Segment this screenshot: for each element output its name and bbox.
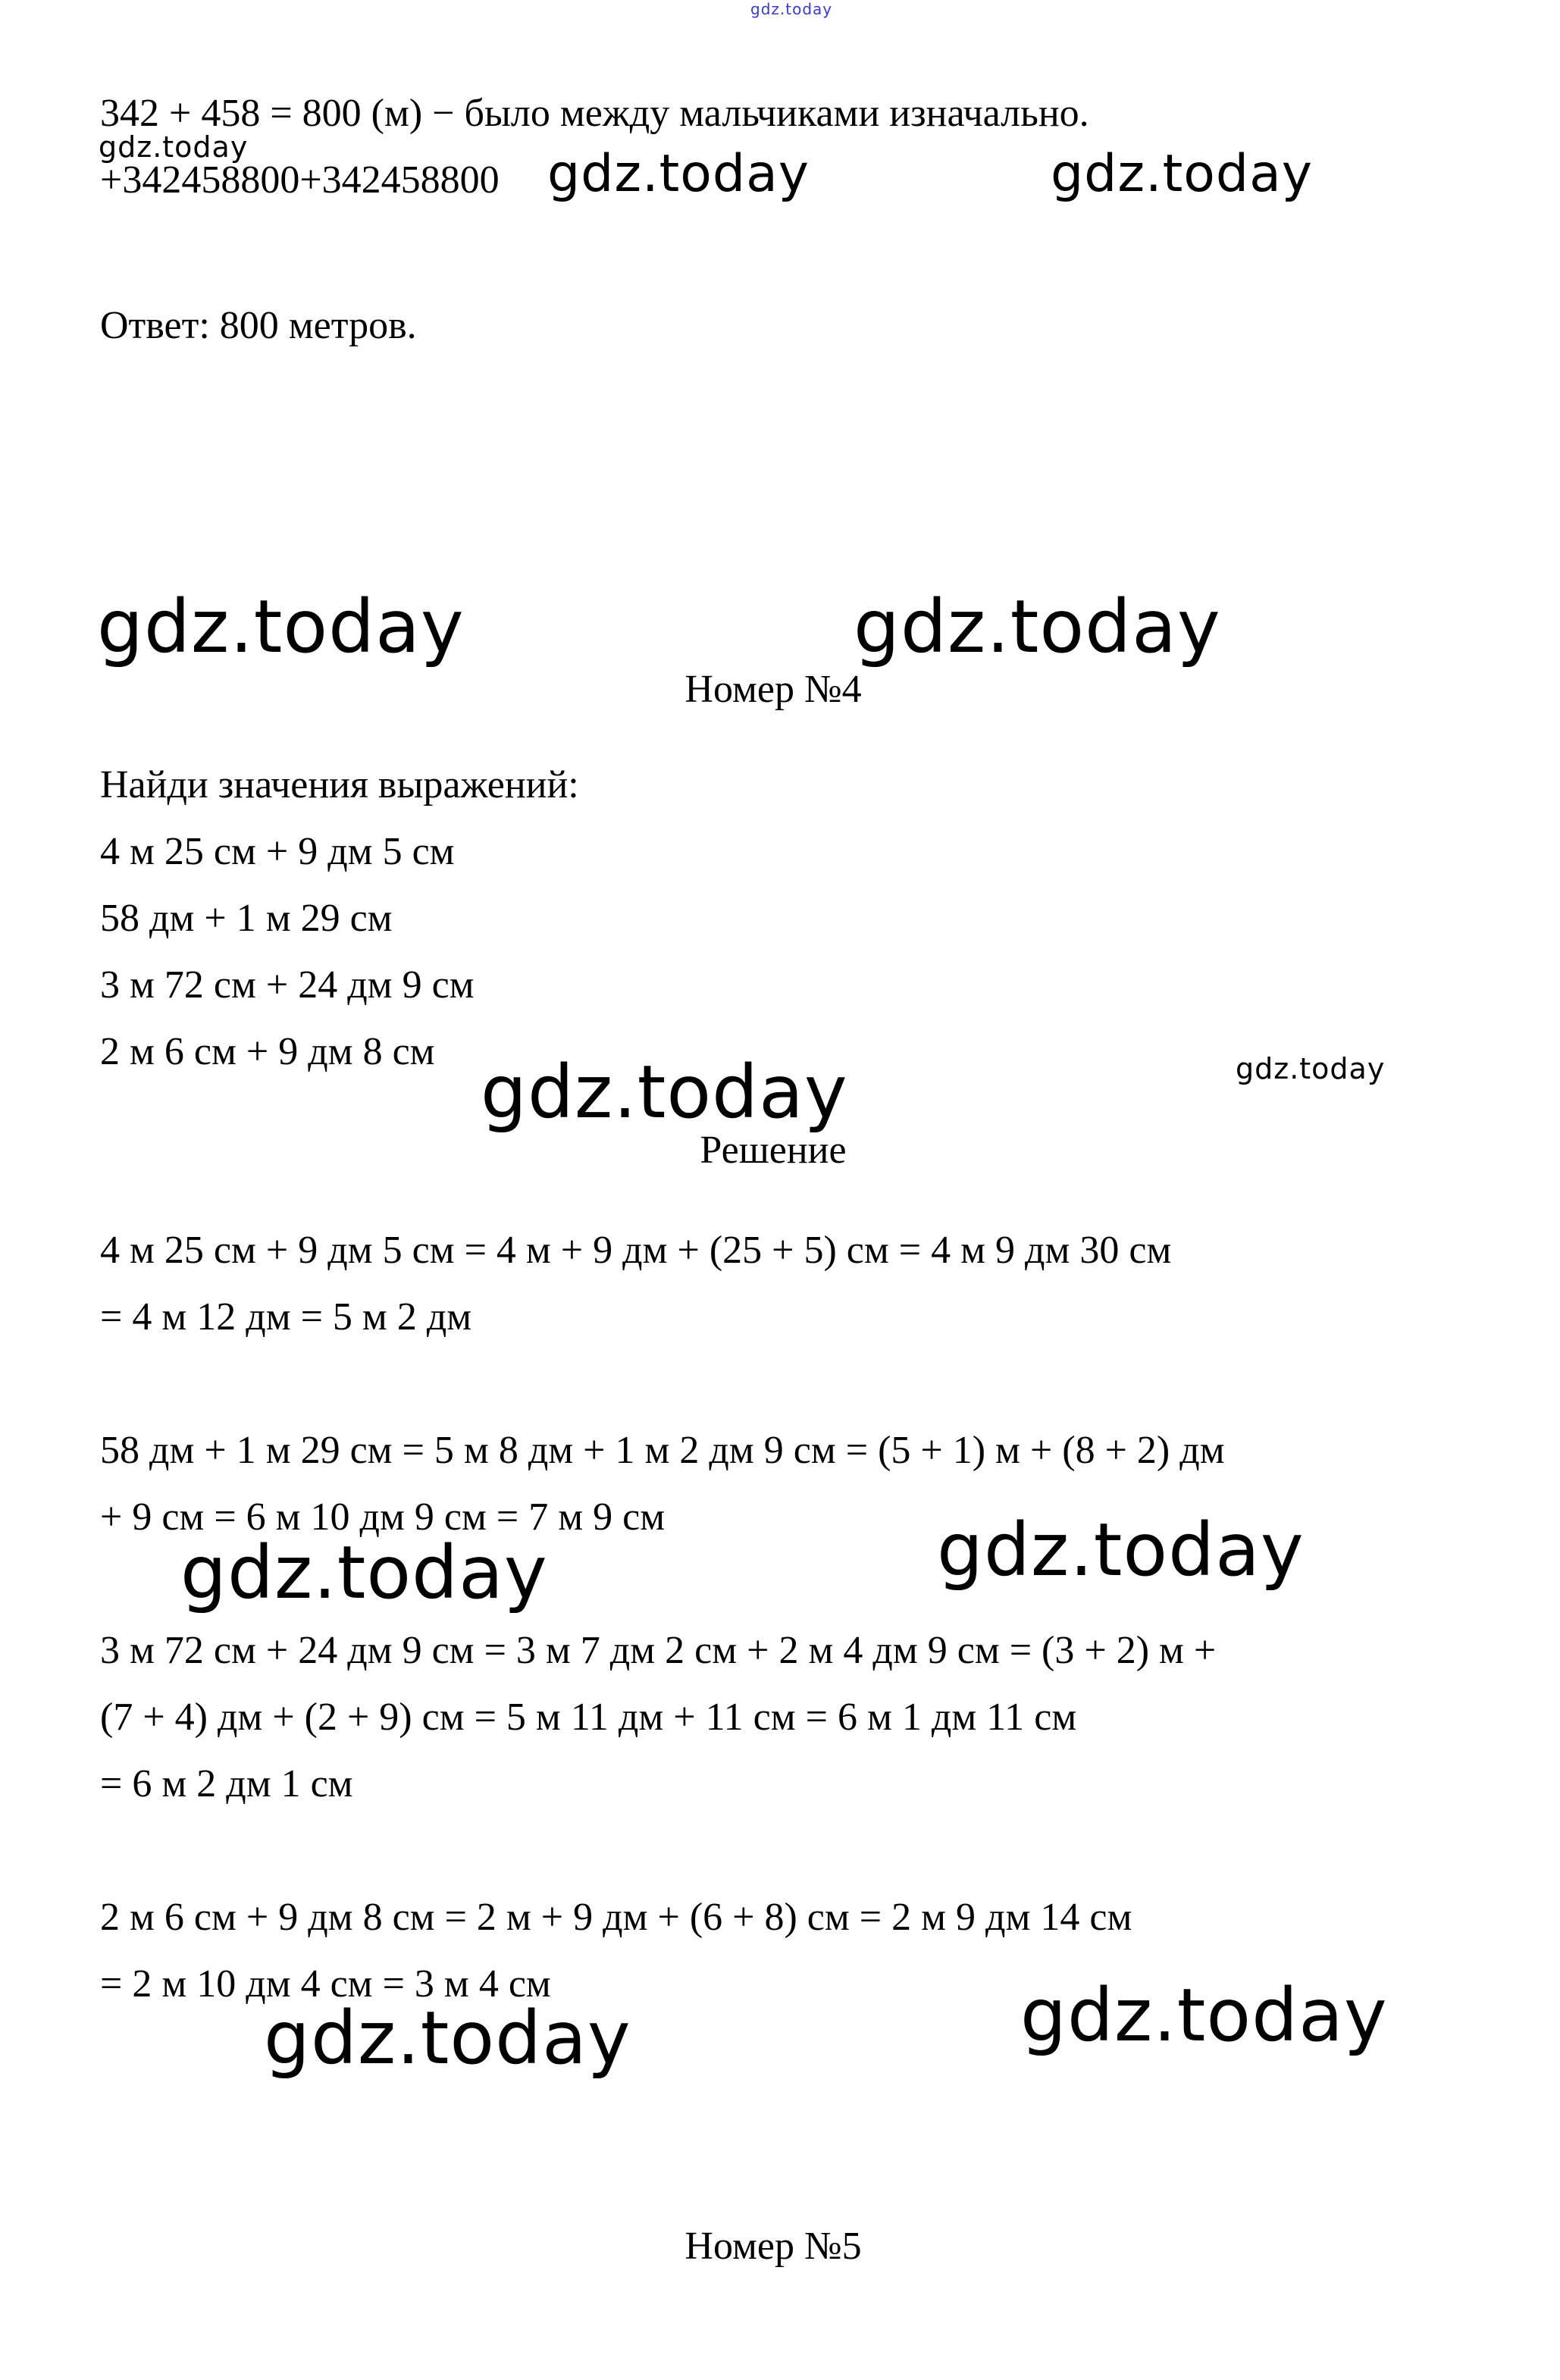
task-expression: 4 м 25 см + 9 дм 5 см (100, 830, 455, 873)
solution-line: = 4 м 12 дм = 5 м 2 дм (100, 1295, 472, 1339)
section-heading-4: Номер №4 (684, 668, 862, 711)
text-line-computation: +342458800+342458800 (100, 158, 500, 202)
solution-line: 4 м 25 см + 9 дм 5 см = 4 м + 9 дм + (25 + 5) см = 4 м 9 дм 30 см (100, 1229, 1172, 1272)
watermark-large: gdz.today (854, 584, 1221, 669)
task-expression: 58 дм + 1 м 29 см (100, 897, 393, 940)
watermark-small: gdz.today (99, 130, 249, 164)
watermark-large: gdz.today (937, 1508, 1305, 1592)
solution-line: 2 м 6 см + 9 дм 8 см = 2 м + 9 дм + (6 + 8) см = 2 м 9 дм 14 см (100, 1896, 1132, 1939)
solution-line: (7 + 4) дм + (2 + 9) см = 5 м 11 дм + 11 см = 6 м 1 дм 11 см (100, 1696, 1077, 1739)
task-expression: 2 м 6 см + 9 дм 8 см (100, 1030, 435, 1073)
watermark-large: gdz.today (180, 1530, 548, 1615)
text-line-boys-distance: 342 + 458 = 800 (м) − было между мальчиками изначально. (100, 92, 1089, 135)
section-heading-5: Номер №5 (684, 2225, 862, 2268)
watermark-large: gdz.today (481, 1050, 848, 1135)
watermark-small: gdz.today (1236, 1052, 1386, 1085)
task-title: Найди значения выражений: (100, 763, 579, 806)
watermark-large: gdz.today (264, 1996, 631, 2081)
task-expression: 3 м 72 см + 24 дм 9 см (100, 963, 475, 1007)
solution-line: = 2 м 10 дм 4 см = 3 м 4 см (100, 1962, 551, 2006)
solution-line: = 6 м 2 дм 1 см (100, 1762, 353, 1805)
answer-line: Ответ: 800 метров. (100, 304, 417, 347)
watermark-large: gdz.today (1020, 1973, 1388, 2058)
watermark-top: gdz.today (750, 0, 833, 18)
watermark-medium: gdz.today (547, 144, 810, 204)
solution-heading: Решение (700, 1129, 847, 1172)
solution-line: 3 м 72 см + 24 дм 9 см = 3 м 7 дм 2 см + 2 м 4 дм 9 см = (3 + 2) м + (100, 1629, 1217, 1672)
solution-line: 58 дм + 1 м 29 см = 5 м 8 дм + 1 м 2 дм 9 см = (5 + 1) м + (8 + 2) дм (100, 1429, 1225, 1472)
solution-line: + 9 см = 6 м 10 дм 9 см = 7 м 9 см (100, 1495, 666, 1539)
watermark-large: gdz.today (97, 584, 465, 669)
watermark-medium: gdz.today (1051, 144, 1313, 204)
